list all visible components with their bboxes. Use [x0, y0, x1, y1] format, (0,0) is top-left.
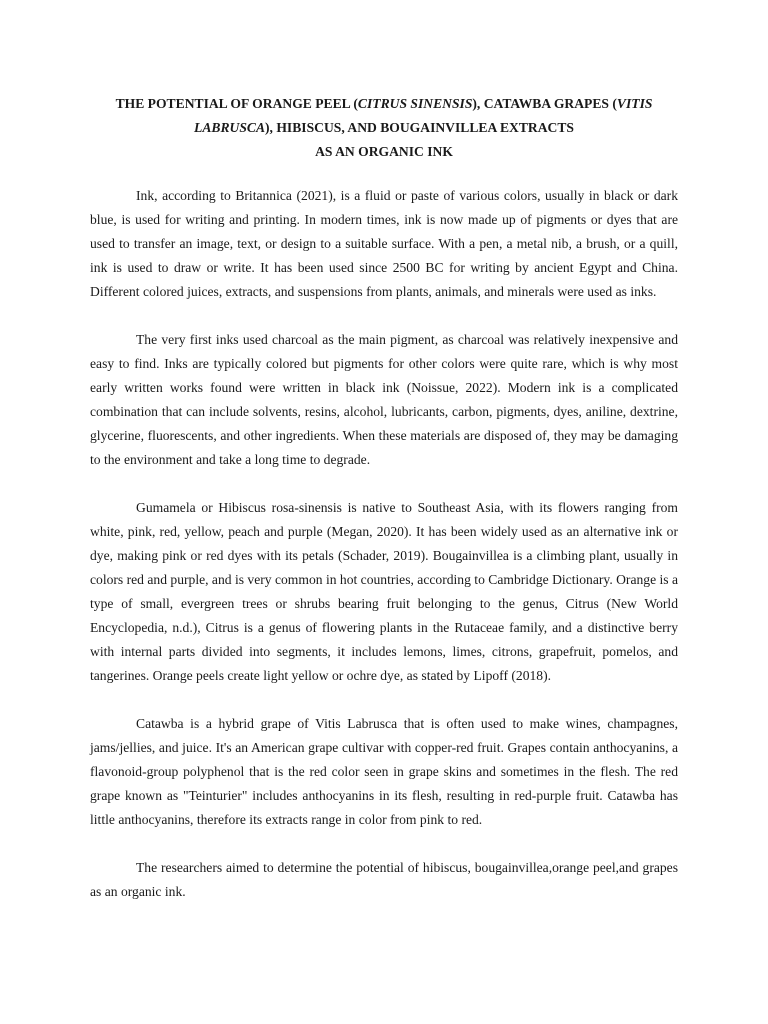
title-species-grape: VITIS LABRUSCA: [194, 96, 653, 135]
paragraph-ink-definition: Ink, according to Britannica (2021), is a fluid or paste of various colors, usually in black or dark blue, is used for writing and printing. In modern times, ink is now made up of pigments or dyes that are used to transfer an image, text, or design to a suitable surface. With a pen, a metal nib, a brush, or a quill, ink is used to draw or write. It has been used since 2500 BC for writing by ancient Egypt and China. Different colored juices, extracts, and suspensions from plants, animals, and minerals were used as inks.: [90, 188, 678, 299]
title-text-1: THE POTENTIAL OF ORANGE PEEL (: [115, 96, 358, 111]
document-title: [90, 92, 678, 164]
title-line-3: AS AN ORGANIC INK: [315, 144, 453, 159]
document-page: [90, 92, 678, 928]
paragraph-plant-sources: Gumamela or Hibiscus rosa-sinensis is native to Southeast Asia, with its flowers ranging from white, pink, red, yellow, peach and purple (Megan, 2020). It has been widely used as an alternative ink or dye, making pink or red dyes with its petals (Schader, 2019). Bougainvillea is a climbing plant, usually in colors red and purple, and is very common in hot countries, according to Cambridge Dictionary. Orange is a type of small, evergreen trees or shrubs bearing fruit belonging to the genus, Citrus (New World Encyclopedia, n.d.), Citrus is a genus of flowering plants in the Rutaceae family, and a distinctive berry with internal parts divided into segments, it includes lemons, limes, citrons, grapefruit, pomelos, and tangerines. Orange peels create light yellow or ochre dye, as stated by Lipoff (2018).: [90, 500, 679, 683]
paragraph-catawba-grape: Catawba is a hybrid grape of Vitis Labrusca that is often used to make wines, champagnes, jams/jellies, and juice. It's an American grape cultivar with copper-red fruit. Grapes contain anthocyanins, a flavonoid-group polyphenol that is the red color seen in grape skins and sometimes in the flesh. The red grape known as "Teinturier" includes anthocyanins in its flesh, resulting in red-purple fruit. Catawba has little anthocyanins, therefore its extracts range in color from pink to red.: [90, 716, 678, 827]
paragraph-ink-history: The very first inks used charcoal as the main pigment, as charcoal was relatively inexpensive and easy to find. Inks are typically colored but pigments for other colors were quite rare, which is why most early written works found were written in black ink (Noissue, 2022). Modern ink is a complicated combination that can include solvents, resins, alcohol, lubricants, carbon, pigments, dyes, aniline, dextrine, glycerine, fluorescents, and other ingredients. When these materials are disposed of, they may be damaging to the environment and take a long time to degrade.: [90, 332, 678, 467]
title-text-3: ), HIBISCUS, AND BOUGAINVILLEA EXTRACTS: [265, 120, 574, 135]
title-species-orange: CITRUS SINENSIS: [357, 96, 473, 111]
paragraph-research-aim: The researchers aimed to determine the potential of hibiscus, bougainvillea,orange peel,and grapes as an organic ink.: [90, 860, 678, 899]
title-text-2: ), CATAWBA GRAPES (: [472, 96, 617, 111]
